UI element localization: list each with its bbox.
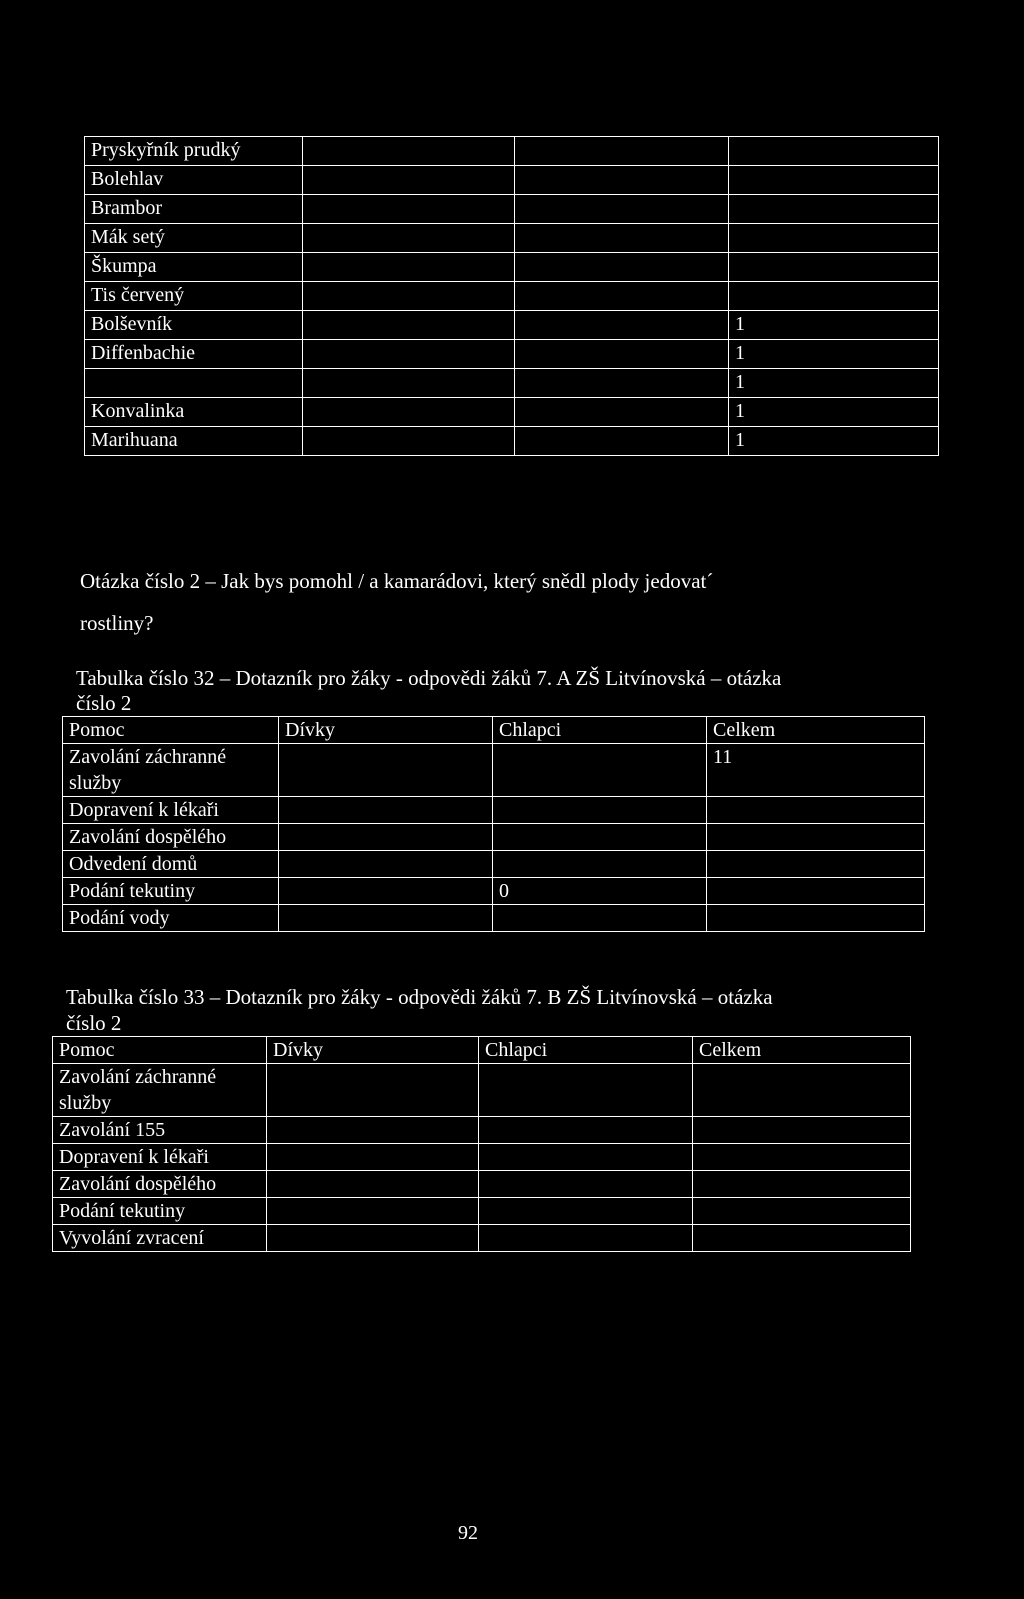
- help-label-cell: Zavolání záchranné služby: [63, 744, 279, 797]
- plant-name-cell: Škumpa: [85, 253, 303, 282]
- value-cell: [303, 224, 515, 253]
- boys-cell: [479, 1144, 693, 1171]
- value-cell: 1: [729, 340, 939, 369]
- total-cell: [693, 1198, 911, 1225]
- table33: [52, 1036, 911, 1252]
- column-header: Celkem: [693, 1037, 911, 1064]
- value-cell: [303, 369, 515, 398]
- table32-caption-1: Tabulka číslo 32 – Dotazník pro žáky - odpovědi žáků 7. A ZŠ Litvínovská – otázka: [76, 666, 782, 690]
- help-label-cell: Zavolání záchranné služby: [53, 1064, 267, 1117]
- column-header: Celkem: [707, 717, 925, 744]
- column-header: Dívky: [267, 1037, 479, 1064]
- girls-cell: [279, 797, 493, 824]
- page-number: 92: [458, 1522, 478, 1544]
- total-cell: [707, 851, 925, 878]
- total-cell: [707, 797, 925, 824]
- table-row: [63, 824, 925, 851]
- girls-cell: [279, 744, 493, 797]
- table33-caption-1: Tabulka číslo 33 – Dotazník pro žáky - odpovědi žáků 7. B ZŠ Litvínovská – otázka: [66, 985, 773, 1009]
- plant-name-cell: Brambor: [85, 195, 303, 224]
- total-cell: [693, 1225, 911, 1252]
- table-row: [53, 1198, 911, 1225]
- header-row: [63, 717, 925, 744]
- value-cell: [515, 340, 729, 369]
- value-cell: [515, 166, 729, 195]
- table-row: [85, 253, 939, 282]
- girls-cell: [267, 1198, 479, 1225]
- table-row: [85, 166, 939, 195]
- girls-cell: [279, 824, 493, 851]
- help-label-cell: Podání tekutiny: [53, 1198, 267, 1225]
- value-cell: 1: [729, 427, 939, 456]
- help-label-cell: Odvedení domů: [63, 851, 279, 878]
- boys-cell: 0: [493, 878, 707, 905]
- table-row: [85, 340, 939, 369]
- value-cell: 1: [729, 369, 939, 398]
- value-cell: [303, 195, 515, 224]
- girls-cell: [267, 1225, 479, 1252]
- table-row: [63, 744, 925, 797]
- value-cell: [729, 137, 939, 166]
- value-cell: [729, 166, 939, 195]
- total-cell: [707, 878, 925, 905]
- value-cell: 1: [729, 398, 939, 427]
- help-label-cell: Zavolání dospělého: [63, 824, 279, 851]
- question-line-2: rostliny?: [80, 611, 154, 635]
- table-row: [85, 137, 939, 166]
- value-cell: [515, 224, 729, 253]
- value-cell: [515, 311, 729, 340]
- table-row: [53, 1171, 911, 1198]
- header-row: [53, 1037, 911, 1064]
- total-cell: [693, 1064, 911, 1117]
- column-header: Dívky: [279, 717, 493, 744]
- boys-cell: [493, 824, 707, 851]
- girls-cell: [279, 878, 493, 905]
- column-header: Chlapci: [479, 1037, 693, 1064]
- help-label-cell: Dopravení k lékaři: [63, 797, 279, 824]
- table-row: [63, 797, 925, 824]
- value-cell: [515, 282, 729, 311]
- value-cell: [303, 282, 515, 311]
- table33-caption-2: číslo 2: [66, 1011, 122, 1035]
- value-cell: [729, 282, 939, 311]
- total-cell: [693, 1171, 911, 1198]
- help-label-cell: Podání tekutiny: [63, 878, 279, 905]
- total-cell: 11: [707, 744, 925, 797]
- boys-cell: [479, 1117, 693, 1144]
- girls-cell: [267, 1117, 479, 1144]
- value-cell: [303, 311, 515, 340]
- plant-name-cell: [85, 369, 303, 398]
- column-header: Pomoc: [53, 1037, 267, 1064]
- table-row: [85, 398, 939, 427]
- value-cell: [515, 137, 729, 166]
- plant-name-cell: Diffenbachie: [85, 340, 303, 369]
- table-row: [53, 1064, 911, 1117]
- value-cell: [729, 195, 939, 224]
- help-label-cell: Zavolání 155: [53, 1117, 267, 1144]
- total-cell: [693, 1117, 911, 1144]
- plant-table: [84, 136, 939, 456]
- boys-cell: [493, 797, 707, 824]
- table-row: [53, 1117, 911, 1144]
- table-row: [85, 282, 939, 311]
- table-row: [53, 1144, 911, 1171]
- table-row: [85, 311, 939, 340]
- column-header: Chlapci: [493, 717, 707, 744]
- plant-name-cell: Tis červený: [85, 282, 303, 311]
- total-cell: [707, 905, 925, 932]
- value-cell: [303, 166, 515, 195]
- table-row: [53, 1225, 911, 1252]
- table32-caption-2: číslo 2: [76, 691, 132, 715]
- total-cell: [693, 1144, 911, 1171]
- plant-name-cell: Mák setý: [85, 224, 303, 253]
- value-cell: [303, 253, 515, 282]
- table-row: [85, 224, 939, 253]
- girls-cell: [279, 905, 493, 932]
- help-label-cell: Podání vody: [63, 905, 279, 932]
- plant-name-cell: Pryskyřník prudký: [85, 137, 303, 166]
- girls-cell: [267, 1144, 479, 1171]
- table-row: [63, 878, 925, 905]
- boys-cell: [493, 851, 707, 878]
- value-cell: [515, 369, 729, 398]
- value-cell: [303, 340, 515, 369]
- table-row: [85, 195, 939, 224]
- boys-cell: [479, 1225, 693, 1252]
- girls-cell: [267, 1171, 479, 1198]
- value-cell: [515, 427, 729, 456]
- table32: [62, 716, 925, 932]
- value-cell: [515, 398, 729, 427]
- boys-cell: [493, 744, 707, 797]
- help-label-cell: Vyvolání zvracení: [53, 1225, 267, 1252]
- table-row: [85, 369, 939, 398]
- value-cell: [303, 427, 515, 456]
- boys-cell: [493, 905, 707, 932]
- value-cell: [729, 224, 939, 253]
- value-cell: [729, 253, 939, 282]
- boys-cell: [479, 1198, 693, 1225]
- girls-cell: [279, 851, 493, 878]
- value-cell: [515, 195, 729, 224]
- plant-name-cell: Bolehlav: [85, 166, 303, 195]
- boys-cell: [479, 1064, 693, 1117]
- value-cell: [515, 253, 729, 282]
- help-label-cell: Zavolání dospělého: [53, 1171, 267, 1198]
- table-row: [63, 851, 925, 878]
- girls-cell: [267, 1064, 479, 1117]
- total-cell: [707, 824, 925, 851]
- table-row: [63, 905, 925, 932]
- plant-name-cell: Bolševník: [85, 311, 303, 340]
- question-line-1: Otázka číslo 2 – Jak bys pomohl / a kamarádovi, který snědl plody jedovat´: [80, 569, 714, 593]
- help-label-cell: Dopravení k lékaři: [53, 1144, 267, 1171]
- column-header: Pomoc: [63, 717, 279, 744]
- value-cell: [303, 398, 515, 427]
- value-cell: 1: [729, 311, 939, 340]
- value-cell: [303, 137, 515, 166]
- plant-name-cell: Marihuana: [85, 427, 303, 456]
- boys-cell: [479, 1171, 693, 1198]
- table-row: [85, 427, 939, 456]
- plant-name-cell: Konvalinka: [85, 398, 303, 427]
